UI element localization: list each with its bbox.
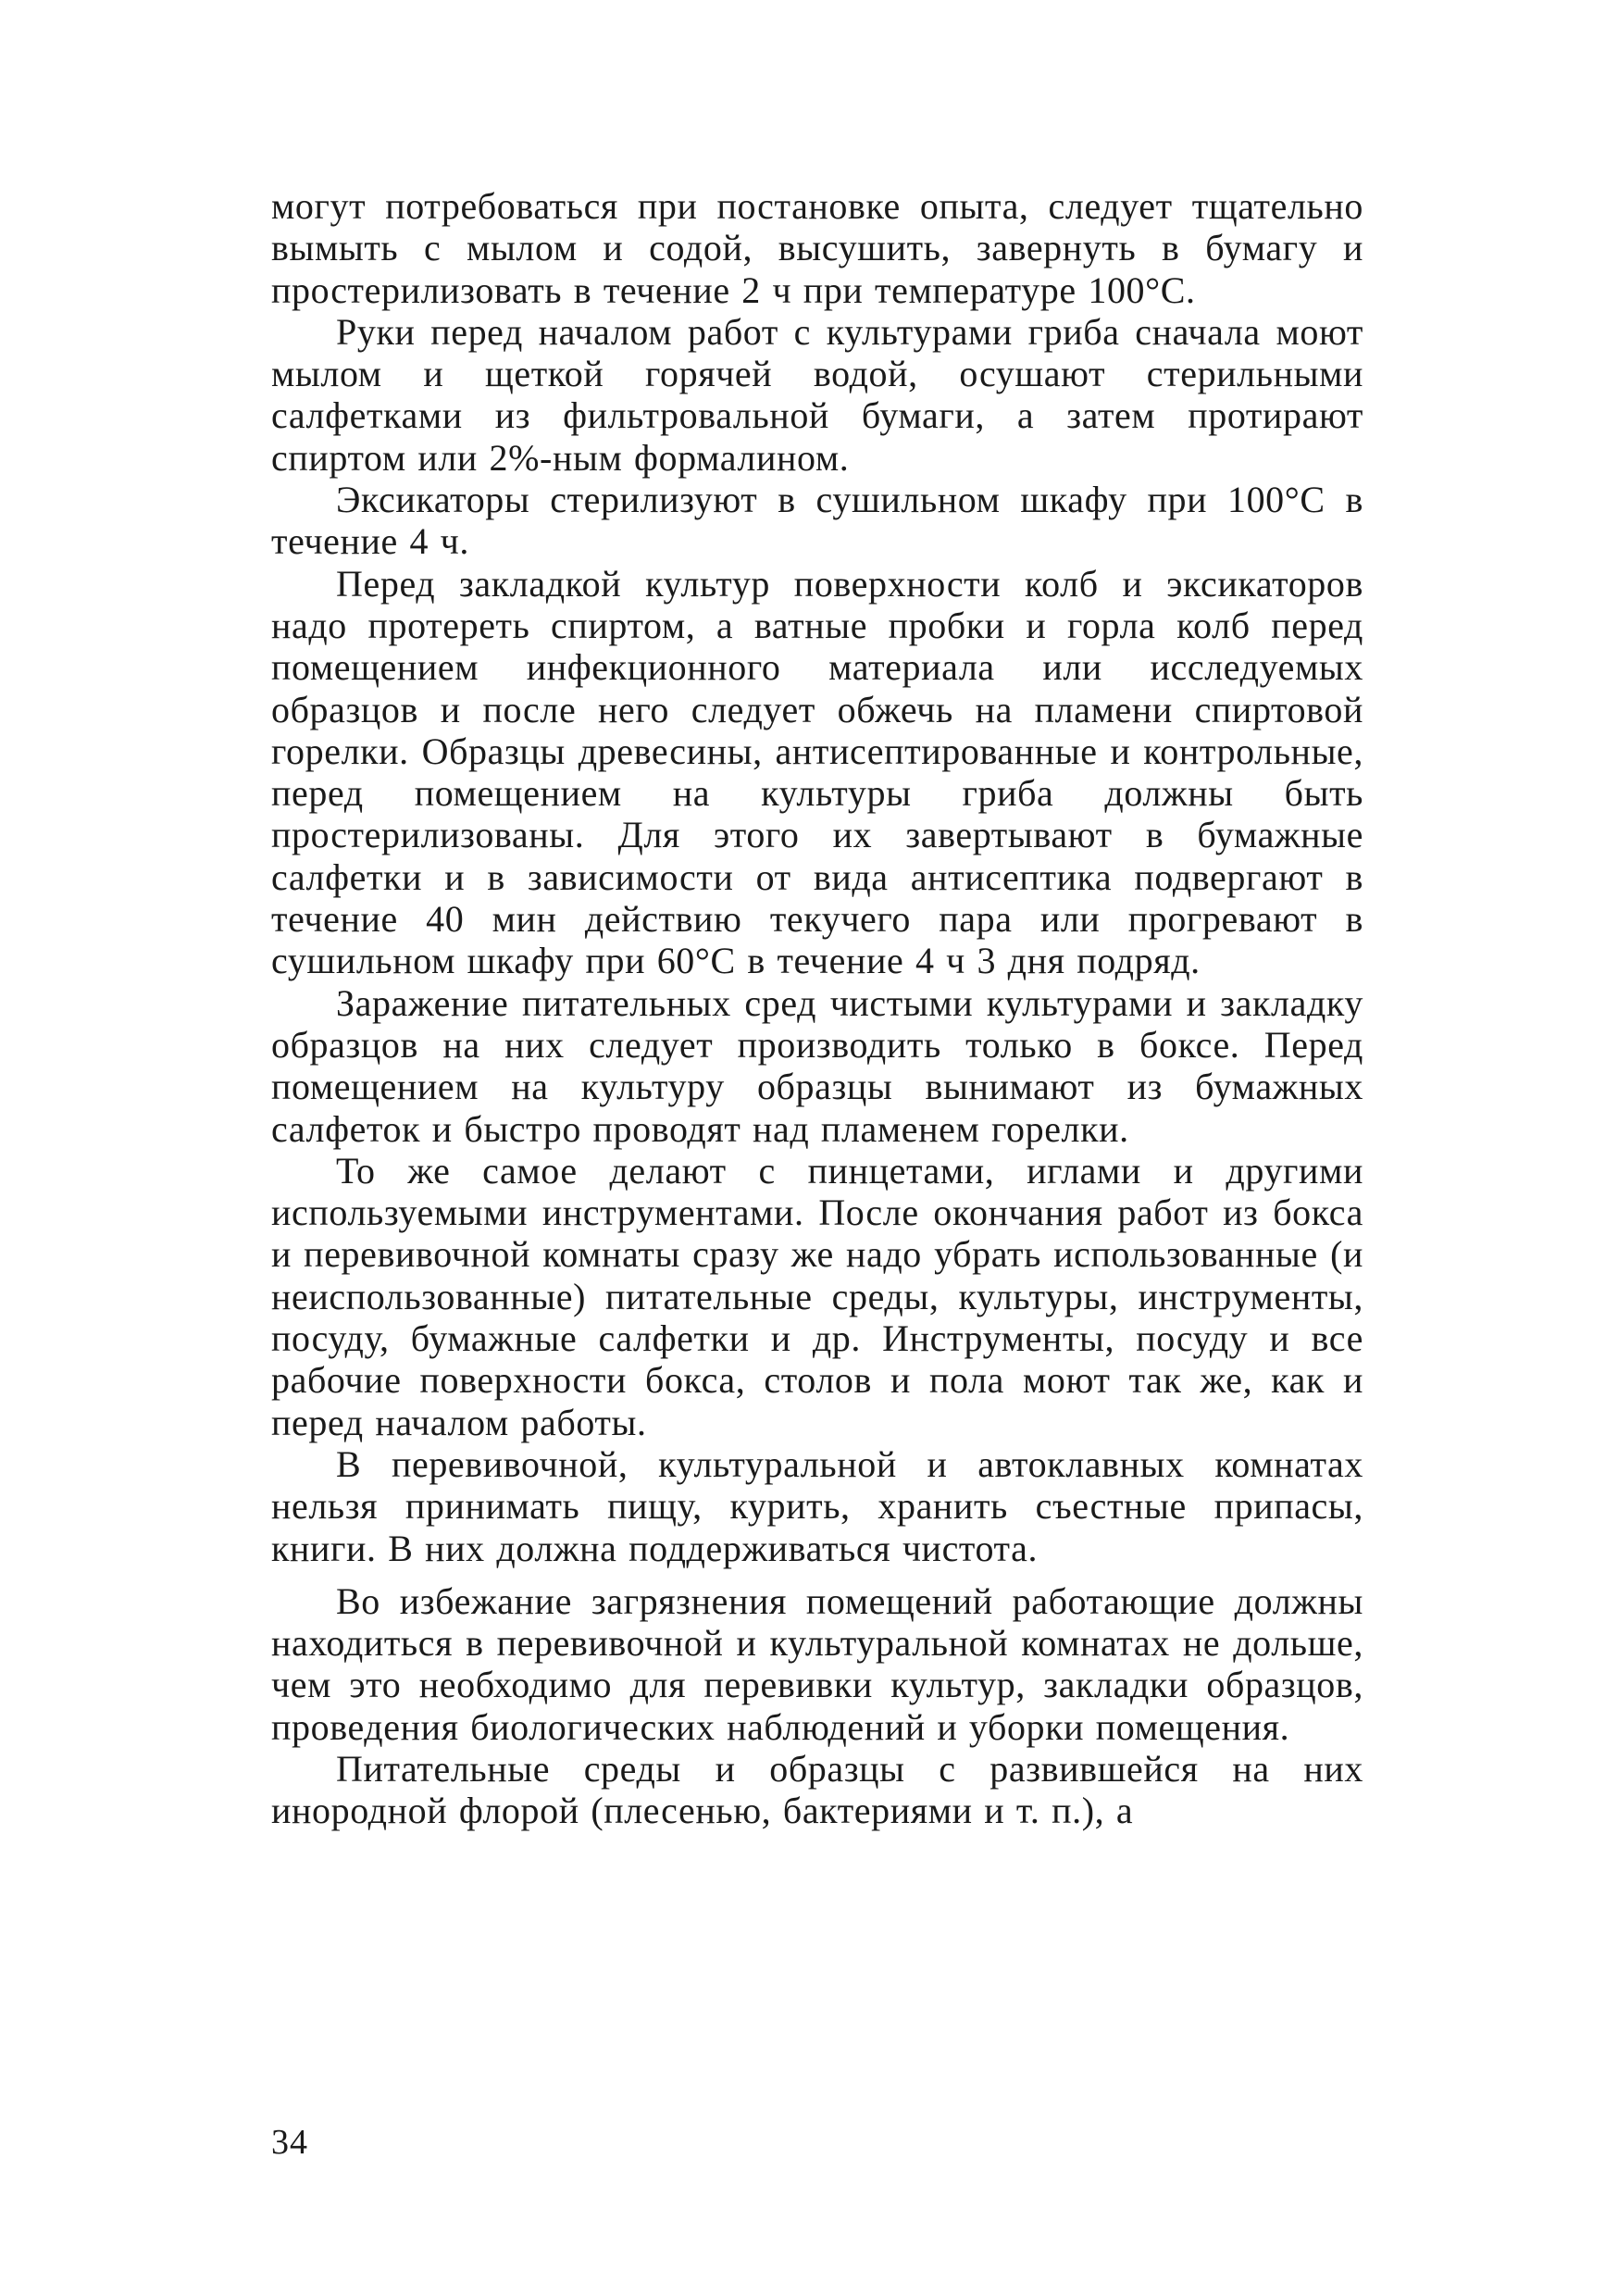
paragraph-contamination: Во избежание загрязнения помещений работающие должны находиться в перевивочной и культуральной комнатах не дольше, чем это необходимо для перевивки культур, закладки образцов, проведения биологических наблюдений и уборки помещения. [271, 1579, 1363, 1748]
paragraph-continuation: могут потребоваться при постановке опыта, следует тщательно вымыть с мылом и содой, высушить, завернуть в бумагу и простерилизовать в течение 2 ч при температуре 100°С. [271, 185, 1363, 311]
paragraph-nutrient-media: Питательные среды и образцы с развившейся на них инородной флорой (плесенью, бактериями и т. п.), а [271, 1747, 1363, 1832]
paragraph-room-rules: В перевивочной, культуральной и автоклавных комнатах нельзя принимать пищу, курить, хранить съестные припасы, книги. В них должна поддерживаться чистота. [271, 1442, 1363, 1569]
paragraph-instruments: То же самое делают с пинцетами, иглами и другими используемыми инструментами. После окончания работ из бокса и перевивочной комнаты сразу же надо убрать использованные (и неиспользованные) питательные среды, культуры, инструменты, посуду, бумажные салфетки и др. Инструменты, посуду и все рабочие поверхности бокса, столов и пола моют так же, как и перед началом работы. [271, 1149, 1363, 1443]
paragraph-hand-washing: Руки перед началом работ с культурами гриба сначала моют мылом и щеткой горячей водой, осушают стерильными салфетками из фильтровальной бумаги, а затем протирают спиртом или 2%-ным формалином. [271, 310, 1363, 479]
paragraph-culture-setup: Перед закладкой культур поверхности колб и эксикаторов надо протереть спиртом, а ватные пробки и горла колб перед помещением инфекционного материала или исследуемых образцов и после него следует обжечь на пламени спиртовой горелки. Образцы древесины, антисептированные и контрольные, перед помещением на культуры гриба должны быть простерилизованы. Для этого их завертывают в бумажные салфетки и в зависимости от вида антисептика подвергают в течение 40 мин действию текучего пара или прогревают в сушильном шкафу при 60°С в течение 4 ч 3 дня подряд. [271, 562, 1363, 982]
paragraph-infection: Заражение питательных сред чистыми культурами и закладку образцов на них следует производить только в боксе. Перед помещением на культуру образцы вынимают из бумажных салфеток и быстро проводят над пламенем горелки. [271, 981, 1363, 1150]
body-text [271, 185, 1363, 1832]
paragraph-desiccators: Эксикаторы стерилизуют в сушильном шкафу при 100°С в течение 4 ч. [271, 479, 1363, 563]
page-number: 34 [271, 2123, 308, 2162]
